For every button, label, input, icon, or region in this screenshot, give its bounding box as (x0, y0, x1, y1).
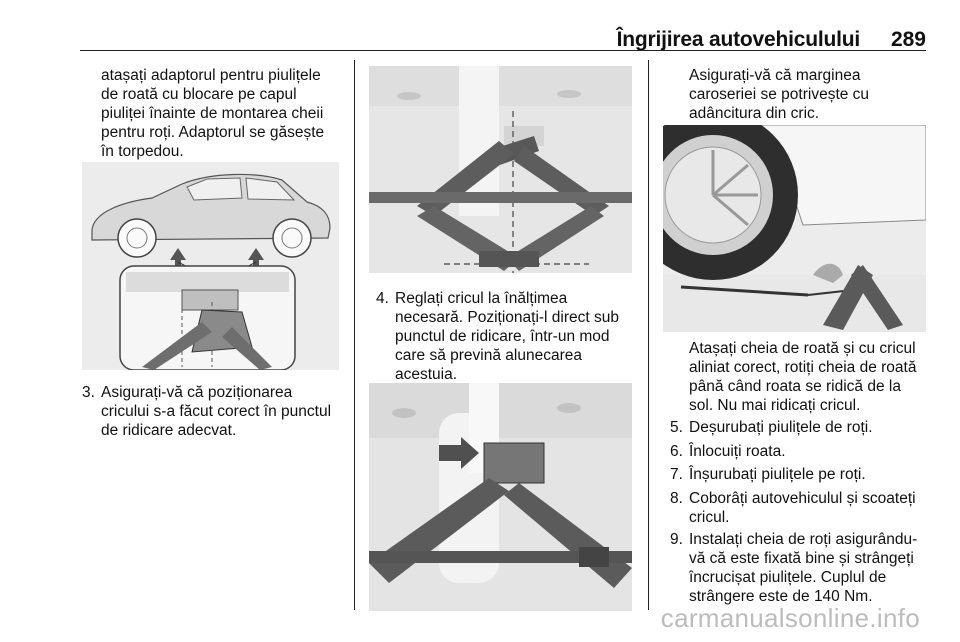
text-line: de ridicare adecvat. (101, 422, 237, 439)
text-line: punctul de ridicare, într-un mod (395, 328, 610, 345)
step-text (689, 465, 866, 484)
text-line: de roată cu blocare pe capul (101, 86, 297, 103)
col1-intro-text (101, 66, 324, 161)
step-text (689, 418, 873, 437)
text-line: strângere este de 140 Nm. (689, 588, 873, 605)
text-line: piuliței înainte de montarea cheii (101, 105, 324, 122)
step-9 (670, 530, 940, 610)
step-number: 6. (670, 443, 683, 460)
step-text (101, 383, 331, 440)
text-line: Coborâți autovehiculul și scoateți (689, 490, 916, 507)
step-text (395, 289, 619, 384)
step-number: 7. (670, 466, 683, 483)
text-line: Asigurați-vă că marginea (689, 67, 861, 84)
step-6 (670, 442, 940, 462)
header-rule (80, 50, 926, 51)
figure-car-lifting-points (82, 162, 339, 370)
page-title: Îngrijirea autovehiculului (616, 28, 860, 51)
text-line: care să prevină alunecarea (395, 347, 582, 364)
text-line: Reglați cricul la înălțimea (395, 290, 568, 307)
text-line: în torpedou. (101, 143, 184, 160)
text-line: necesară. Poziționați-l direct sub (395, 309, 620, 326)
figure-jack-under-car (663, 125, 926, 332)
text-line: acestuia. (395, 366, 458, 383)
step-number: 9. (670, 531, 683, 548)
step-text (689, 489, 916, 527)
col3-intro-text (689, 66, 869, 123)
step-7 (670, 465, 940, 485)
text-line: aliniat corect, rotiți cheia de roată (689, 359, 917, 376)
figure-jack-positioning (369, 66, 632, 273)
step-5 (670, 418, 940, 438)
text-line: adâncitura din cric. (689, 105, 820, 122)
text-line: Deșurubați piulițele de roți. (689, 419, 873, 436)
text-line: cricul. (689, 509, 730, 526)
step-number: 5. (670, 419, 683, 436)
car-jack-illustration (82, 162, 339, 370)
text-line: Înlocuiți roata. (689, 443, 786, 460)
step-number: 8. (670, 490, 683, 507)
column-divider-right (648, 60, 649, 610)
text-line: pentru roți. Adaptorul se găsește (101, 124, 325, 141)
text-line: încrucișat piulițele. Cuplul de (689, 569, 887, 586)
step-8 (670, 489, 940, 529)
figure-jack-engagement (369, 383, 632, 611)
text-line: Atașați cheia de roată și cu cricul (689, 340, 916, 357)
text-line: atașați adaptorul pentru piulițele (101, 67, 321, 84)
step-3 (82, 383, 344, 443)
step-text (689, 530, 917, 606)
step-number: 4. (376, 290, 389, 307)
watermark: carmanualsonline.info (660, 603, 920, 633)
scissor-jack-illustration (369, 66, 632, 273)
text-line: Instalați cheia de roți asigurându- (689, 531, 918, 548)
text-line: caroseriei se potrivește cu (689, 86, 870, 103)
text-line: Asigurați-vă că poziționarea (101, 384, 293, 401)
text-line: Înșurubați piulițele pe roți. (689, 466, 866, 483)
text-line: până când roata se ridică de la (689, 378, 901, 395)
text-line: cricului s-a făcut corect în punctul (101, 403, 332, 420)
step-4 (376, 289, 641, 389)
step-number: 3. (82, 384, 95, 401)
text-line: sol. Nu mai ridicați cricul. (689, 397, 861, 414)
text-line: vă că este fixată bine și strângeți (689, 550, 914, 567)
page-number: 289 (890, 28, 926, 51)
step-text (689, 442, 786, 461)
jack-arrow-illustration (369, 383, 632, 611)
col3-paragraph (689, 339, 916, 415)
page-header (0, 0, 960, 52)
wheel-jack-illustration (663, 125, 926, 332)
column-divider-left (354, 60, 355, 610)
